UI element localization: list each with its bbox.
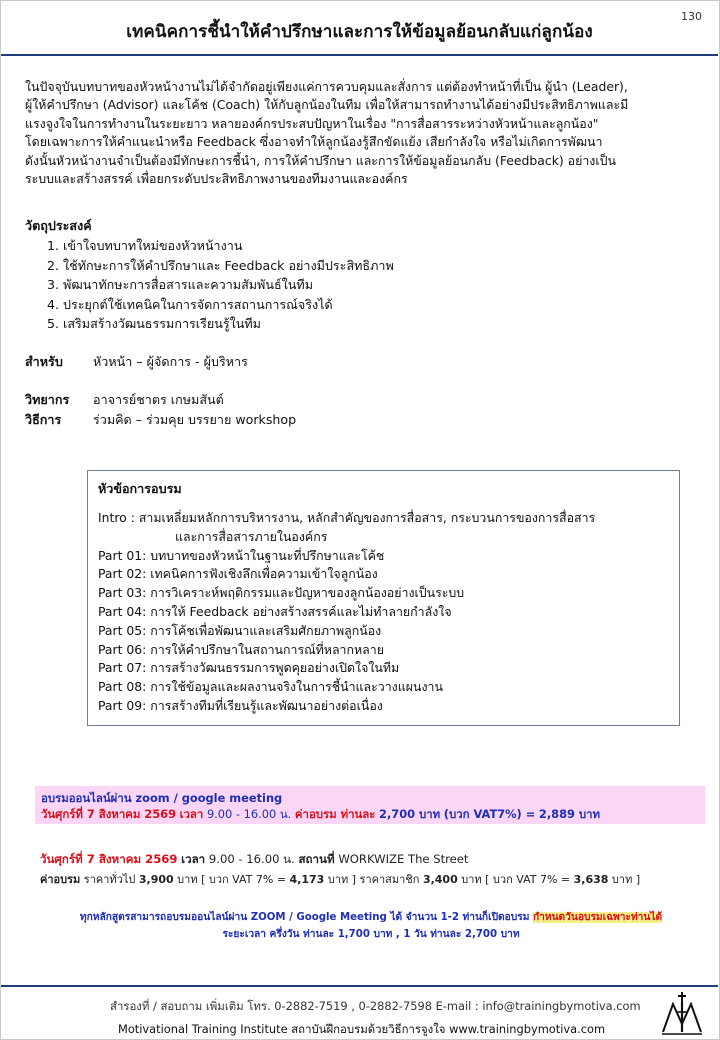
page-title: เทคนิคการชี้นำให้คำปรึกษาและการให้ข้อมูลย้อนกลับแก่ลูกน้อง <box>126 22 593 42</box>
onsite-member-price: 3,400 <box>422 873 458 886</box>
method-row <box>25 410 296 430</box>
online-fee-label: ค่าอบรม ท่านละ <box>294 807 376 821</box>
speaker-value: อาจารย์ชาตร เกษมสันต์ <box>93 392 224 407</box>
online-fee: 2,700 บาท <box>379 807 441 821</box>
objectives-heading: วัตถุประสงค์ <box>25 218 92 233</box>
method-value: ร่วมคิด – ร่วมคุย บรรยาย workshop <box>93 412 297 427</box>
objective-item: 5. เสริมสร้างวัฒนธรรมการเรียนรู้ในทีม <box>47 316 261 331</box>
intro-line: ดังนั้นหัวหน้างานจำเป็นต้องมีทักษะการชี้นำ, การให้คำปรึกษา และการให้ข้อมูลย้อนกลับ (Feedback) อย่างเป็น <box>25 152 616 168</box>
outline-item: Part 07: การสร้างวัฒนธรรมการพูดคุยอย่างเปิดใจในทีม <box>98 660 400 676</box>
intro-paragraph <box>25 78 705 188</box>
onsite-fee-label: ค่าอบรม <box>40 873 81 886</box>
onsite-general-price: 3,900 <box>138 873 174 886</box>
intro-line: โดยเฉพาะการให้คำแนะนำหรือ Feedback ซึ่งอาจทำให้ลูกน้องรู้สึกขัดแย้ง เสียกำลังใจ หรือไม่เกิดการพัฒนา <box>25 134 603 150</box>
objective-item: 4. ประยุกต์ใช้เทคนิคในการจัดการสถานการณ์จริงได้ <box>47 296 333 312</box>
note-line-2: ระยะเวลา ครึ่งวัน ท่านละ 1,700 บาท , 1 วัน ท่านละ 2,700 บาท <box>222 929 520 940</box>
outline-item: Part 05: การโค้ชเพื่อพัฒนาและเสริมศักยภาพลูกน้อง <box>98 622 382 638</box>
intro-line: ผู้ให้คำปรึกษา (Advisor) และโค้ช (Coach) ให้กับลูกน้องในทีม เพื่อให้สามารถทำงานได้อย่างมีประสิทธิภาพและมี <box>25 97 629 113</box>
onsite-member-vat-pre: บาท [ บวก VAT 7% = <box>461 873 571 886</box>
online-vat: (บวก VAT7%) = <box>443 807 536 821</box>
objective-item: 3. พัฒนาทักษะการสื่อสารและความสัมพันธ์ในทีม <box>47 277 314 292</box>
outline-item: Part 04: การให้ Feedback อย่างสร้างสรรค์และไม่ทำลายกำลังใจ <box>98 603 452 619</box>
onsite-fees <box>40 870 640 888</box>
outline-item: Part 02: เทคนิคการฟังเชิงลึกเพื่อความเข้าใจลูกน้อง <box>98 566 378 582</box>
onsite-schedule <box>40 851 468 869</box>
onsite-member-total: 3,638 <box>573 873 609 886</box>
online-heading: อบรมออนไลน์ผ่าน zoom / google meeting <box>41 791 283 805</box>
outline-item-continuation: และการสื่อสารภายในองค์กร <box>175 528 328 544</box>
online-time: 9.00 - 16.00 น. <box>206 807 292 821</box>
outline-item: Intro : สามเหลี่ยมหลักการบริหารงาน, หลักสำคัญของการสื่อสาร, กระบวนการของการสื่อสาร <box>98 510 596 525</box>
outline-item: Part 03: การวิเคราะห์พฤติกรรมและปัญหาของลูกน้องอย่างเป็นระบบ <box>98 585 465 601</box>
onsite-time: 9.00 - 16.00 น. <box>208 852 295 866</box>
audience-label: สำหรับ <box>25 354 63 369</box>
objective-item: 1. เข้าใจบทบาทใหม่ของหัวหน้างาน <box>47 238 243 253</box>
intro-line: ระบบและสร้างสรรค์ เพื่อยกระดับประสิทธิภาพงานของทีมงานและองค์กร <box>25 171 408 187</box>
mti-logo <box>660 990 704 1036</box>
outline-item: Part 09: การสร้างทีมที่เรียนรู้และพัฒนาอย่างต่อเนื่อง <box>98 697 383 713</box>
online-training-box <box>35 786 705 824</box>
onsite-general-vat-pre: บาท [ บวก VAT 7% = <box>177 873 287 886</box>
outline-list <box>98 509 595 716</box>
audience-row <box>25 352 248 372</box>
note-line-1-text: ทุกหลักสูตรสามารถอบรมออนไลน์ผ่าน ZOOM / Google Meeting ได้ จำนวน 1-2 ท่านก็เปิดอบรม <box>79 912 530 923</box>
online-schedule <box>41 806 600 824</box>
onsite-general-vat-post: บาท ] ราคาสมาชิก <box>327 873 420 886</box>
page-number: 130 <box>681 10 702 23</box>
onsite-member-vat-post: บาท ] <box>611 873 641 886</box>
course-outline-box <box>87 470 680 726</box>
online-date: วันศุกร์ที่ 7 สิงหาคม 2569 <box>41 807 177 821</box>
speaker-label: วิทยากร <box>25 392 70 407</box>
outline-item: Part 06: การให้คำปรึกษาในสถานการณ์ที่หลากหลาย <box>98 641 384 657</box>
audience-value: หัวหน้า – ผู้จัดการ - ผู้บริหาร <box>93 354 248 369</box>
outline-item: Part 01: บทบาทของหัวหน้าในฐานะที่ปรึกษาและโค้ช <box>98 547 385 563</box>
onsite-place-label: สถานที่ <box>298 852 335 866</box>
onsite-general-total: 4,173 <box>289 873 325 886</box>
method-label: วิธีการ <box>25 412 62 427</box>
note-line-1 <box>37 909 705 925</box>
speaker-row <box>25 390 224 410</box>
onsite-place: WORKWIZE The Street <box>338 852 469 866</box>
online-note <box>37 909 705 967</box>
title-bar <box>1 1 718 56</box>
onsite-date: วันศุกร์ที่ 7 สิงหาคม 2569 <box>40 852 178 866</box>
footer-institute: Motivational Training Institute สถาบันฝึกอบรมด้วยวิธีการจูงใจ www.trainingbymotiva.com <box>118 1022 606 1036</box>
objective-item: 2. ใช้ทักษะการให้คำปรึกษาและ Feedback อย่างมีประสิทธิภาพ <box>47 257 394 273</box>
objectives-list <box>47 236 394 334</box>
online-total: 2,889 บาท <box>538 807 601 821</box>
intro-line: ในปัจจุบันบทบาทของหัวหน้างานไม่ได้จำกัดอยู่เพียงแค่การควบคุมและสั่งการ แต่ต้องทำหน้าที่เป็น ผู้นำ (Leader), <box>25 79 628 94</box>
intro-line: แรงจูงใจในการทำงานในระยะยาว หลายองค์กรประสบปัญหาในเรื่อง "การสื่อสารระหว่างหัวหน้าและลูกน้อง" <box>25 115 599 131</box>
online-time-label: เวลา <box>179 807 204 821</box>
onsite-general-label: ราคาทั่วไป <box>83 873 136 886</box>
outline-heading: หัวข้อการอบรม <box>98 481 182 496</box>
footer-contact: สำรองที่ / สอบถาม เพิ่มเติม โทร. 0-2882-7519 , 0-2882-7598 E-mail : info@trainingbymotiva.com <box>110 999 641 1013</box>
outline-item: Part 08: การใช้ข้อมูลและผลงานจริงในการชี้นำและวางแผนงาน <box>98 679 443 695</box>
onsite-time-label: เวลา <box>181 852 206 866</box>
note-line-1-highlight: กำหนดวันอบรมเฉพาะท่านได้ <box>532 912 663 923</box>
